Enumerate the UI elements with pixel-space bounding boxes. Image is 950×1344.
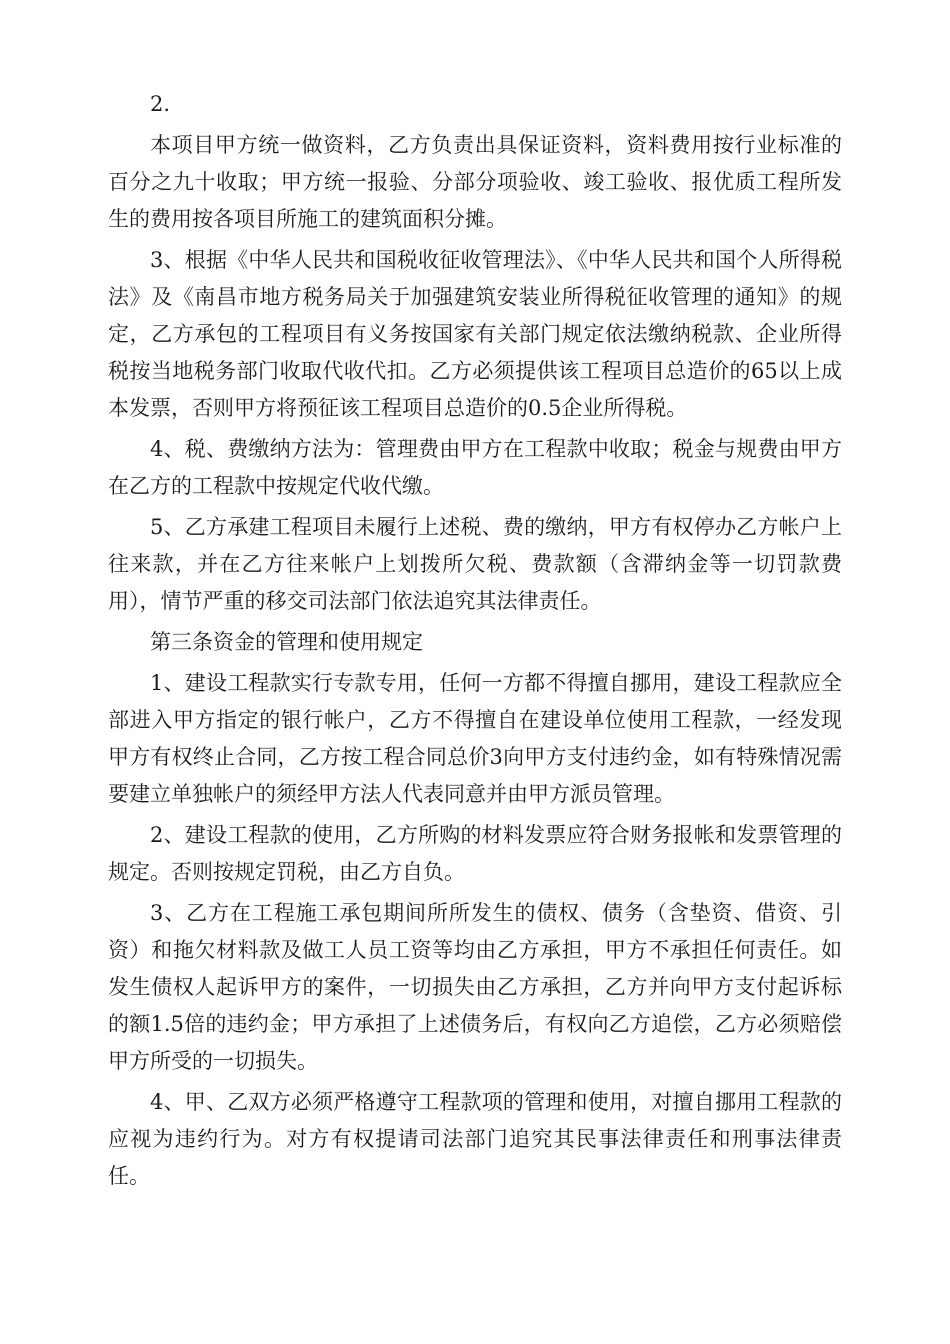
- paragraph-data-fees: 本项目甲方统一做资料，乙方负责出具保证资料，资料费用按行业标准的百分之九十收取；甲方统一报验、分部分项验收、竣工验收、报优质工程所发生的费用按各项目所施工的建筑面积分摊。: [108, 133, 842, 231]
- paragraph-clause-5-default: 5、乙方承建工程项目未履行上述税、费的缴纳，甲方有权停办乙方帐户上往来款，并在乙方往来帐户上划拨所欠税、费款额（含滞纳金等一切罚款费用），情节严重的移交司法部门依法追究其法律责任。: [108, 515, 842, 613]
- paragraph-article-3-item-1: 1、建设工程款实行专款专用，任何一方都不得擅自挪用，建设工程款应全部进入甲方指定的银行帐户，乙方不得擅自在建设单位使用工程款，一经发现甲方有权终止合同，乙方按工程合同总价3向甲方支付违约金，如有特殊情况需要建立单独帐户的须经甲方法人代表同意并由甲方派员管理。: [108, 671, 842, 806]
- paragraph-clause-4-payment-method: 4、税、费缴纳方法为：管理费由甲方在工程款中收取；税金与规费由甲方在乙方的工程款中按规定代收代缴。: [108, 437, 842, 498]
- item-number: 2.: [150, 92, 171, 116]
- paragraph-clause-3-tax-law: 3、根据《中华人民共和国税收征收管理法》、《中华人民共和国个人所得税法》及《南昌市地方税务局关于加强建筑安装业所得税征收管理的通知》的规定，乙方承包的工程项目有义务按国家有关部门规定依法缴纳税款、企业所得税按当地税务部门收取代收代扣。乙方必须提供该工程项目总造价的65以上成本发票，否则甲方将预征该工程项目总造价的0.5企业所得税。: [108, 248, 842, 420]
- paragraph-article-3-item-4: 4、甲、乙双方必须严格遵守工程款项的管理和使用，对擅自挪用工程款的应视为违约行为。对方有权提请司法部门追究其民事法律责任和刑事法律责任。: [108, 1090, 842, 1188]
- paragraph-article-3-item-3: 3、乙方在工程施工承包期间所所发生的债权、债务（含垫资、借资、引资）和拖欠材料款及做工人员工资等均由乙方承担，甲方不承担任何责任。如发生债权人起诉甲方的案件，一切损失由乙方承担，乙方并向甲方支付起诉标的额1.5倍的违约金；甲方承担了上述债务后，有权向乙方追偿，乙方必须赔偿甲方所受的一切损失。: [108, 901, 842, 1073]
- paragraph-article-3-item-2: 2、建设工程款的使用，乙方所购的材料发票应符合财务报帐和发票管理的规定。否则按规定罚税，由乙方自负。: [108, 823, 842, 884]
- section-heading-article-3: 第三条资金的管理和使用规定: [150, 630, 423, 654]
